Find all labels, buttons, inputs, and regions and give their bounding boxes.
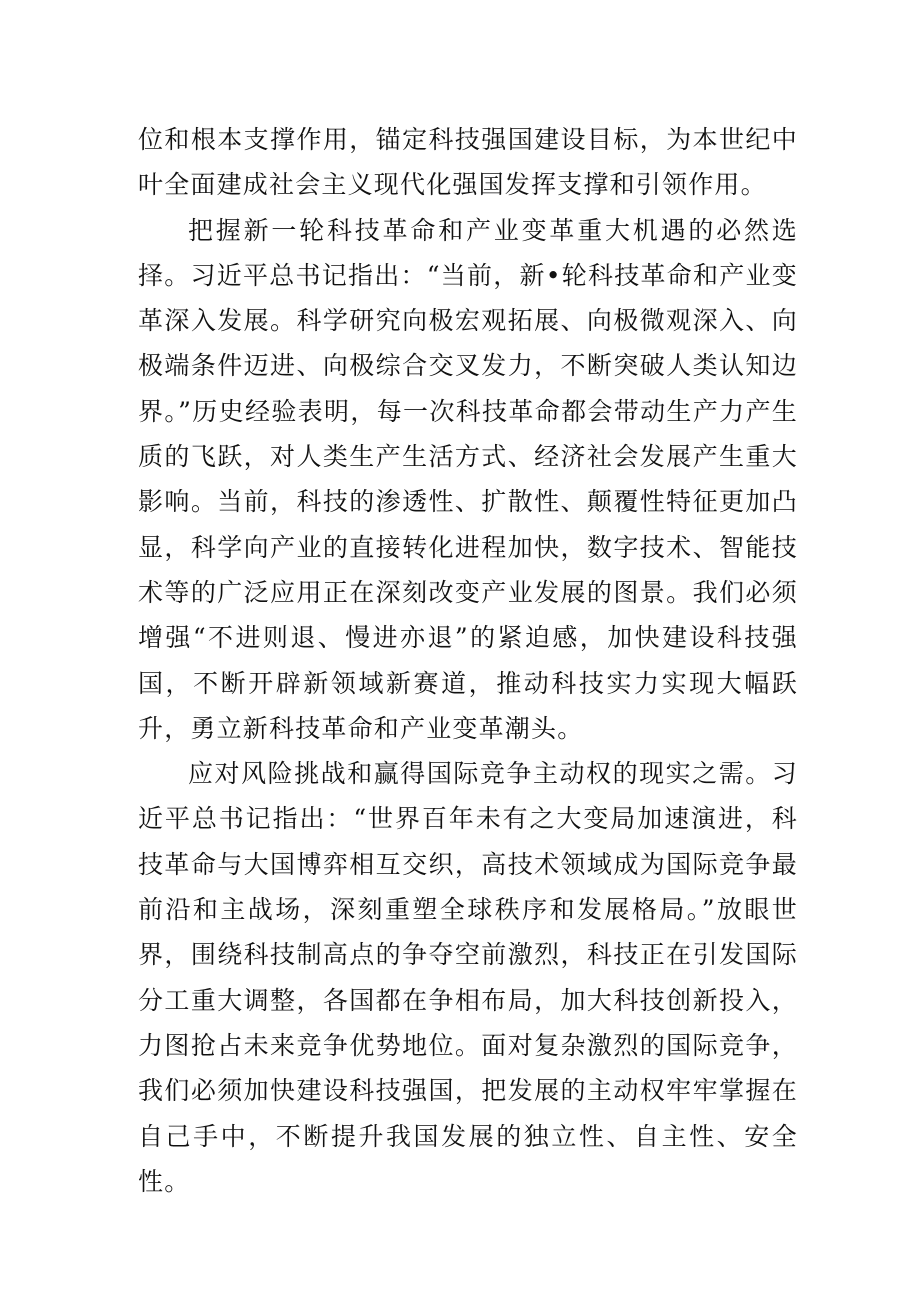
document-body [138, 117, 798, 1204]
paragraph: 把握新一轮科技革命和产业变革重大机遇的必然选择。习近平总书记指出：“当前，新•轮科技革命和产业变革深入发展。科学研究向极宏观拓展、向极微观深入、向极端条件迈进、向极综合交叉发力，不断突破人类认知边界。”历史经验表明，每一次科技革命都会带动生产力产生质的飞跃，对人类生产生活方式、经济社会发展产生重大影响。当前，科技的渗透性、扩散性、颠覆性特征更加凸显，科学向产业的直接转化进程加快，数字技术、智能技术等的广泛应用正在深刻改变产业发展的图景。我们必须增强“不进则退、慢进亦退”的紧迫感，加快建设科技强国，不断开辟新领域新赛道，推动科技实力实现大幅跃升，勇立新科技革命和产业变革潮头。 [138, 215, 798, 743]
paragraph: 位和根本支撑作用，锚定科技强国建设目标，为本世纪中叶全面建成社会主义现代化强国发挥支撑和引领作用。 [138, 125, 798, 200]
paragraph: 应对风险挑战和赢得国际竞争主动权的现实之需。习近平总书记指出：“世界百年未有之大变局加速演进，科技革命与大国博弈相互交织，高技术领域成为国际竞争最前沿和主战场，深刻重塑全球秩序和发展格局。”放眼世界，围绕科技制高点的争夺空前激烈，科技正在引发国际分工重大调整，各国都在争相布局，加大科技创新投入，力图抢占未来竞争优势地位。面对复杂激烈的国际竞争，我们必须加快建设科技强国，把发展的主动权牢牢掌握在自己手中，不断提升我国发展的独立性、自主性、安全性。 [138, 759, 798, 1196]
